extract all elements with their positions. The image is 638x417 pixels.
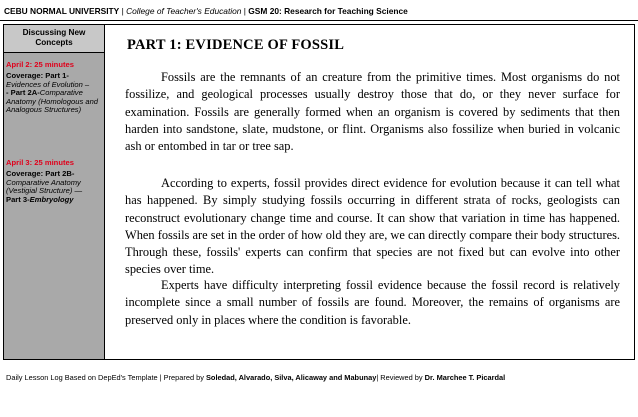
session-date: April 3: 25 minutes: [6, 158, 74, 167]
paragraph: Experts have difficulty interpreting fossil evidence because the fossil record is relatively incomplete since a small number of fossils are found. Moreover, the remains of organisms are preserved only in places where the condition is favorable.: [125, 278, 620, 327]
footer-prefix: Daily Lesson Log Based on DepEd's Template | Prepared by: [6, 373, 206, 382]
document-header: [4, 6, 408, 16]
part-label: - Part 2A-: [6, 88, 40, 98]
document-footer: [6, 373, 505, 382]
paragraph: Fossils are the remnants of an creature from the primitive times. Most organisms do not fossilize, and geological processes usually destroy those that do, or they never surface for examination. Fossils are generally formed when an organism is covered by sediments that then harden into sandstone, slate, mudstone, or flint. Organisms also fossilize when buried in volcanic ash or entombed in tar or tree sap.: [125, 70, 620, 154]
university-name: CEBU NORMAL UNIVERSITY: [4, 6, 120, 16]
content-column: [105, 25, 634, 359]
part-label: Part 3-: [6, 194, 30, 204]
session-coverage: [6, 170, 102, 204]
sidebar-heading: Discussing New Concepts: [4, 25, 104, 53]
sidebar-body: [4, 53, 104, 359]
coverage-text: Embryology: [29, 194, 74, 204]
footer-middle: | Reviewed by: [376, 373, 425, 382]
coverage-text: Comparative Anatomy (Homologous and Analogous Structures): [6, 88, 99, 115]
session-coverage: [6, 72, 102, 115]
coverage-label: Coverage: Part 1-: [6, 71, 69, 80]
college-name: College of Teacher's Education: [126, 6, 242, 16]
coverage-text: Comparative Anatomy (Vestigial Structure) —: [6, 177, 83, 196]
coverage-label: Coverage: Part 2B-: [6, 169, 75, 178]
header-rule: [0, 20, 638, 21]
footer-authors: Soledad, Alvarado, Silva, Alicaway and Mabunay: [206, 373, 377, 382]
section-title: PART 1: EVIDENCE OF FOSSIL: [127, 37, 345, 53]
session-date: April 2: 25 minutes: [6, 60, 74, 69]
sidebar-column: [4, 25, 105, 359]
course-name: GSM 20: Research for Teaching Science: [248, 6, 408, 16]
header-separator: |: [241, 6, 249, 16]
lesson-table: [3, 24, 635, 360]
paragraph: According to experts, fossil provides direct evidence for evolution because it can tell what has happened. By simply studying fossils occurring in different strata of rocks, geologists can reconstruct evolutionary change time and course. It can show that variation in time has happened. When fossils are set in the order of how old they are, we can directly compare their body structures. Through these, fossils' experts can confirm that species are not fixed but can evolve into other species over time.: [125, 176, 620, 277]
footer-reviewer: Dr. Marchee T. Picardal: [424, 373, 506, 382]
coverage-text: Evidences of Evolution –: [6, 79, 90, 89]
header-separator: |: [119, 6, 127, 16]
